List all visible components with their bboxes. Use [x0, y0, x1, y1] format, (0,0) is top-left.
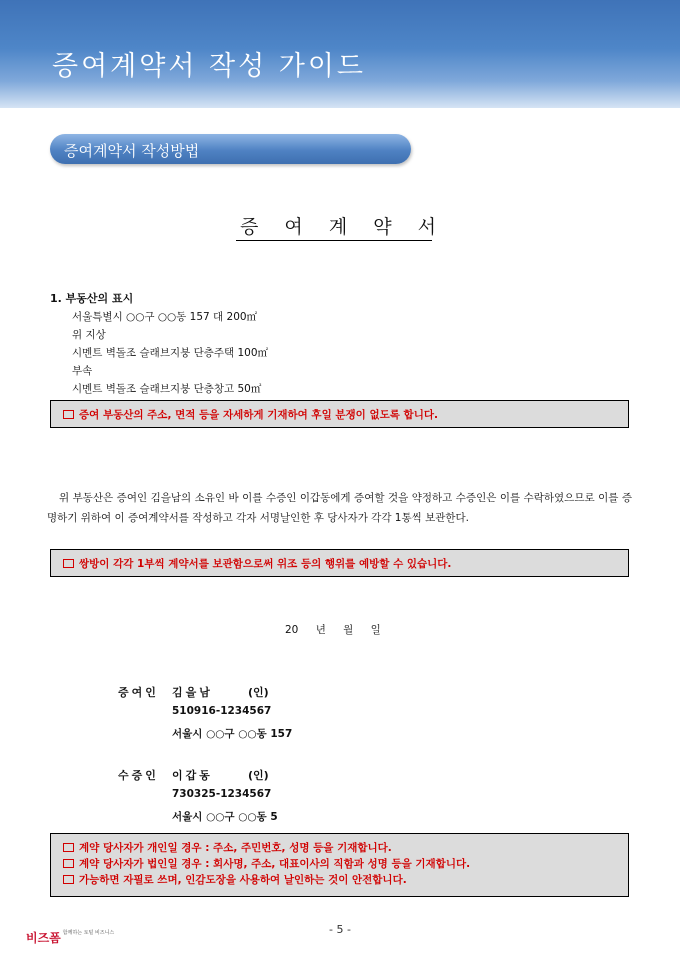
logo-text: 비즈폼 [26, 931, 61, 945]
page-number: - 5 - [329, 923, 351, 936]
document-title-underline [236, 240, 432, 241]
property-line: 위 지상 [72, 329, 106, 341]
donee-seal: (인) [248, 769, 269, 782]
pen-note-icon [63, 843, 74, 852]
donor-name: 김을남 [172, 686, 213, 699]
property-line: 서울특별시 ○○구 ○○동 157 대 200㎡ [72, 311, 258, 323]
note-box-parties [50, 833, 629, 897]
note-text: 증여 부동산의 주소, 면적 등을 자세하게 기재하여 후일 분쟁이 없도록 합니다. [79, 409, 438, 421]
donee-label: 수증인 [118, 769, 159, 782]
donor-seal: (인) [248, 686, 269, 699]
donee-name: 이갑동 [172, 769, 213, 782]
note-line [51, 872, 628, 888]
section-title-pill [50, 134, 411, 164]
section-title: 증여계약서 작성방법 [64, 142, 200, 160]
note-line [51, 407, 628, 423]
note-box-copies [50, 549, 629, 577]
note-line [51, 856, 628, 872]
pen-note-icon [63, 859, 74, 868]
donee-address: 서울시 ○○구 ○○동 5 [172, 811, 278, 823]
donor-label: 증여인 [118, 686, 159, 699]
property-line: 시멘트 벽돌조 슬래브지붕 단층창고 50㎡ [72, 383, 262, 395]
pen-note-icon [63, 559, 74, 568]
donor-address: 서울시 ○○구 ○○동 157 [172, 728, 293, 740]
contract-date: 20 년 월 일 [285, 624, 381, 636]
document-title: 증 여 계 약 서 [240, 216, 440, 238]
pen-note-icon [63, 410, 74, 419]
note-box-property [50, 400, 629, 428]
page-title: 증여계약서 작성 가이드 [52, 51, 366, 82]
donee-id: 730325-1234567 [172, 788, 272, 800]
property-line: 시멘트 벽돌조 슬래브지붕 단층주택 100㎡ [72, 347, 269, 359]
note-line [51, 840, 628, 856]
property-line: 부속 [72, 365, 93, 377]
note-text: 가능하면 자필로 쓰며, 인감도장을 사용하여 날인하는 것이 안전합니다. [79, 874, 407, 886]
note-text: 계약 당사자가 법인일 경우 : 회사명, 주소, 대표이사의 직함과 성명 등을 기재합니다. [79, 858, 471, 870]
contract-body: 위 부동산은 증여인 김을남의 소유인 바 이를 수증인 이갑동에게 증여할 것을 약정하고 수증인은 이를 수락하였으므로 이를 증명하기 위하여 이 증여계약서를 작성하고 각자 서명날인한 후 당사자가 각각 1통씩 보관한다. [47, 492, 632, 524]
pen-note-icon [63, 875, 74, 884]
header-banner [0, 0, 680, 108]
note-line [51, 556, 628, 572]
logo-tagline: 함께하는 토털 비즈니스 [62, 930, 115, 936]
note-text: 계약 당사자가 개인일 경우 : 주소, 주민번호, 성명 등을 기재합니다. [79, 842, 392, 854]
property-heading: 1. 부동산의 표시 [50, 292, 134, 305]
note-text: 쌍방이 각각 1부씩 계약서를 보관함으로써 위조 등의 행위를 예방할 수 있습니다. [79, 558, 452, 570]
donor-id: 510916-1234567 [172, 705, 272, 717]
